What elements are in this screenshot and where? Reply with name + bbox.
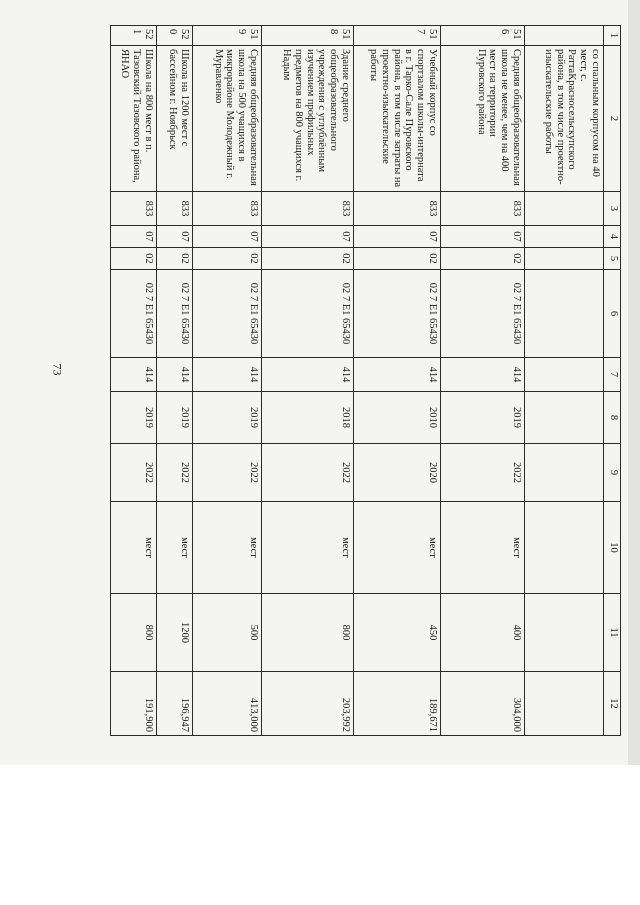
expense-type-cell: 414 bbox=[354, 358, 441, 392]
row-number-cell: 517 bbox=[354, 26, 441, 46]
target-article-cell: 02 7 E1 65430 bbox=[111, 270, 157, 358]
section-cell: 07 bbox=[262, 226, 354, 248]
column-header: 3 bbox=[604, 192, 621, 226]
column-header: 7 bbox=[604, 358, 621, 392]
expense-type-cell: 414 bbox=[441, 358, 525, 392]
section-cell: 07 bbox=[441, 226, 525, 248]
target-article-cell: 02 7 E1 65430 bbox=[262, 270, 354, 358]
table-row bbox=[441, 26, 525, 736]
capacity-cell: 450 bbox=[354, 594, 441, 672]
subsection-cell: 02 bbox=[111, 248, 157, 270]
section-cell: 07 bbox=[157, 226, 193, 248]
capacity-cell: 500 bbox=[193, 594, 262, 672]
row-number-cell: 521 bbox=[111, 26, 157, 46]
table-row bbox=[157, 26, 193, 736]
end-year-cell: 2022 bbox=[262, 444, 354, 502]
capacity-cell: 400 bbox=[441, 594, 525, 672]
column-header: 12 bbox=[604, 672, 621, 736]
code-cell: 833 bbox=[354, 192, 441, 226]
amount-cell: 189,671 bbox=[354, 672, 441, 736]
column-header: 6 bbox=[604, 270, 621, 358]
column-header: 8 bbox=[604, 392, 621, 444]
section-cell: 07 bbox=[111, 226, 157, 248]
column-number-row bbox=[604, 26, 621, 736]
amount-cell: 304,000 bbox=[441, 672, 525, 736]
object-name-cell: Средняя общеобразовательная школа не менее, чем на 400 мест на территории Пуровского района bbox=[441, 46, 525, 192]
subsection-cell: 02 bbox=[441, 248, 525, 270]
start-year-cell: 2019 bbox=[441, 392, 525, 444]
unit-cell: мест bbox=[441, 502, 525, 594]
unit-cell: мест bbox=[157, 502, 193, 594]
unit-cell: мест bbox=[111, 502, 157, 594]
code-cell: 833 bbox=[441, 192, 525, 226]
subsection-cell: 02 bbox=[262, 248, 354, 270]
rotated-table-container bbox=[114, 25, 621, 735]
row-number-cell: 520 bbox=[157, 26, 193, 46]
end-year-cell: 2020 bbox=[354, 444, 441, 502]
subsection-cell: 02 bbox=[354, 248, 441, 270]
code-cell: 833 bbox=[193, 192, 262, 226]
unit-cell: мест bbox=[354, 502, 441, 594]
scan-edge bbox=[628, 0, 640, 765]
target-article-cell: 02 7 E1 65430 bbox=[354, 270, 441, 358]
table-row bbox=[354, 26, 441, 736]
start-year-cell: 2010 bbox=[354, 392, 441, 444]
data-table bbox=[110, 25, 621, 736]
column-header: 4 bbox=[604, 226, 621, 248]
start-year-cell: 2019 bbox=[193, 392, 262, 444]
target-article-cell: 02 7 E1 65430 bbox=[157, 270, 193, 358]
unit-cell: мест bbox=[262, 502, 354, 594]
end-year-cell: 2022 bbox=[157, 444, 193, 502]
column-header: 11 bbox=[604, 594, 621, 672]
start-year-cell: 2018 bbox=[262, 392, 354, 444]
code-cell: 833 bbox=[111, 192, 157, 226]
amount-cell: 191,900 bbox=[111, 672, 157, 736]
code-cell: 833 bbox=[262, 192, 354, 226]
amount-cell: 413,000 bbox=[193, 672, 262, 736]
expense-type-cell: 414 bbox=[157, 358, 193, 392]
row-number-cell: 519 bbox=[193, 26, 262, 46]
row-number-cell: 518 bbox=[262, 26, 354, 46]
object-name-cell: Здание среднего общеобразовательного учреждения с углублённым изучением профильных предметов на 800 учащихся г. Надым bbox=[262, 46, 354, 192]
capacity-cell: 800 bbox=[111, 594, 157, 672]
section-cell: 07 bbox=[354, 226, 441, 248]
subsection-cell: 02 bbox=[193, 248, 262, 270]
end-year-cell: 2022 bbox=[111, 444, 157, 502]
code-cell: 833 bbox=[157, 192, 193, 226]
capacity-cell: 800 bbox=[262, 594, 354, 672]
expense-type-cell: 414 bbox=[262, 358, 354, 392]
page-number: 73 bbox=[50, 363, 65, 376]
end-year-cell: 2022 bbox=[441, 444, 525, 502]
amount-cell: 203,992 bbox=[262, 672, 354, 736]
row-number-cell bbox=[525, 26, 604, 46]
object-name-cell: Школа на 1200 мест с бассейном г. Ноябрьск bbox=[157, 46, 193, 192]
end-year-cell: 2022 bbox=[193, 444, 262, 502]
column-header: 10 bbox=[604, 502, 621, 594]
column-header: 5 bbox=[604, 248, 621, 270]
expense-type-cell: 414 bbox=[193, 358, 262, 392]
target-article-cell: 02 7 E1 65430 bbox=[441, 270, 525, 358]
amount-cell: 196,947 bbox=[157, 672, 193, 736]
section-cell: 07 bbox=[193, 226, 262, 248]
start-year-cell: 2019 bbox=[111, 392, 157, 444]
table-row bbox=[193, 26, 262, 736]
capacity-cell: 1200 bbox=[157, 594, 193, 672]
column-header: 1 bbox=[604, 26, 621, 46]
column-header: 9 bbox=[604, 444, 621, 502]
expense-type-cell: 414 bbox=[111, 358, 157, 392]
subsection-cell: 02 bbox=[157, 248, 193, 270]
table-row-continuation bbox=[525, 26, 604, 736]
object-name-cell: со спальным корпусом на 40 мест, с. РаттаКрасносельскупского района, в том числе проектно-изыскательские работы bbox=[525, 46, 604, 192]
object-name-cell: Средняя общеобразовательная школа на 500 учащихся в микрорайоне Молодежный г. Муравленко bbox=[193, 46, 262, 192]
target-article-cell: 02 7 E1 65430 bbox=[193, 270, 262, 358]
row-number-cell: 516 bbox=[441, 26, 525, 46]
column-header: 2 bbox=[604, 46, 621, 192]
start-year-cell: 2019 bbox=[157, 392, 193, 444]
table-row bbox=[111, 26, 157, 736]
object-name-cell: Учебный корпус со спортзалом школы-интерната в г. Тарко-Сале Пуровского района, в том числе затраты на проектно-изыскательские работы bbox=[354, 46, 441, 192]
unit-cell: мест bbox=[193, 502, 262, 594]
object-name-cell: Школа на 800 мест в п. Тазовский Тазовского района, ЯНАО bbox=[111, 46, 157, 192]
table-row bbox=[262, 26, 354, 736]
